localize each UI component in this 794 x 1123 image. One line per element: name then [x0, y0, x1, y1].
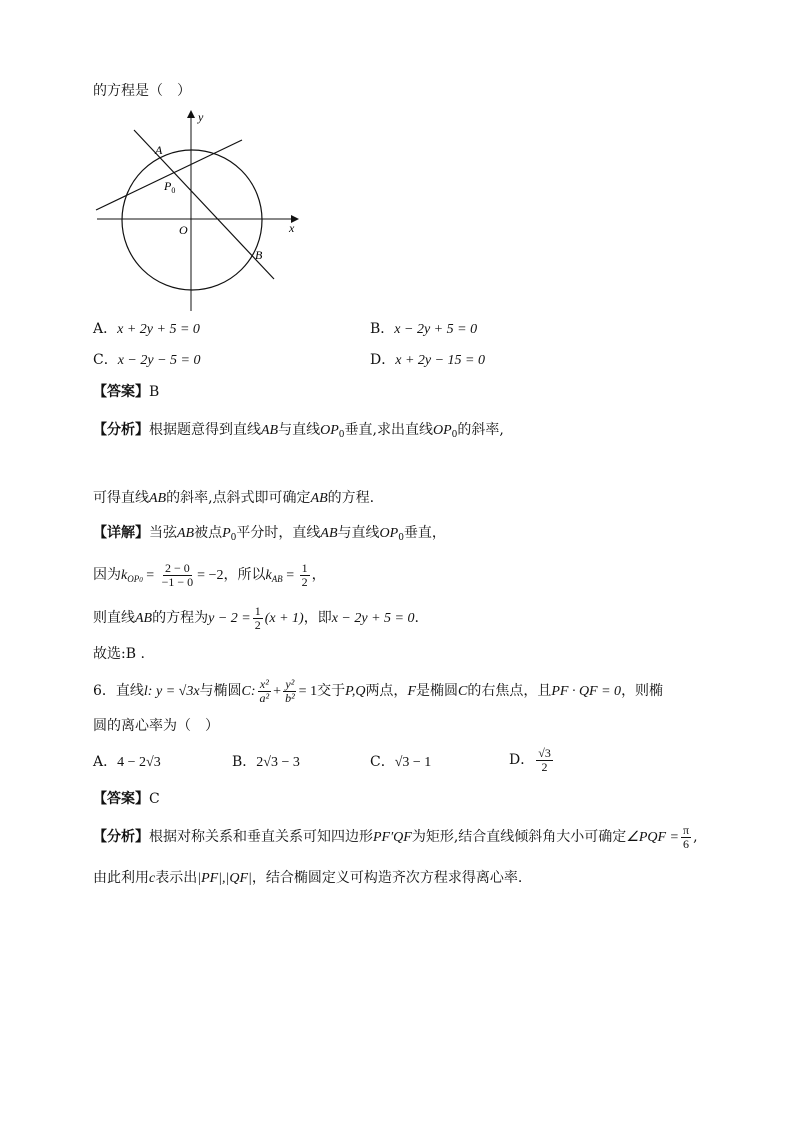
q5-option-d: D．x + 2y − 15 = 0	[370, 352, 486, 368]
q5-analysis-cont: 可得直线AB的斜率,点斜式即可确定AB的方程.	[93, 490, 375, 506]
q5-option-a: A．x + 2y + 5 = 0	[93, 321, 200, 337]
fraction-slope-ab: $\frac{1}{2}$	[301, 560, 308, 589]
fraction-x2-a2: $\frac{\text{x²}}{\text{a²}}$	[259, 676, 270, 705]
label-y: y	[198, 110, 204, 124]
label-o: O	[179, 223, 188, 237]
line-p0	[96, 140, 242, 210]
q5-choose: 故选:B .	[93, 646, 145, 662]
q6-answer: 【答案】C	[93, 791, 160, 807]
label-b: B	[255, 248, 263, 262]
q6-analysis-cont: 由此利用c表示出|PF|,|QF|，结合椭圆定义可构造齐次方程求得离心率.	[93, 870, 523, 886]
fraction-half: $\frac{1}{2}$	[254, 603, 261, 632]
fraction-slope-op: $\frac{2 - 0}{-1 - 0}$	[161, 560, 194, 589]
q5-answer: 【答案】B	[93, 384, 160, 400]
label-p0: $P_0$	[164, 179, 176, 195]
q5-detail: 【详解】当弦AB被点$P_0$平分时，直线AB与直线$OP_0$垂直，	[93, 525, 446, 543]
q5-option-b: B．x − 2y + 5 = 0	[370, 321, 478, 337]
q6-option-d: D． $\frac{√3}{2}$	[509, 745, 551, 774]
q6-option-b: B．2√3 − 3	[232, 754, 300, 770]
fraction-sqrt3-2: $\frac{√3}{2}$	[538, 745, 551, 774]
q5-analysis: 【分析】根据题意得到直线AB与直线$OP_0$垂直,求出直线$OP_0$的斜率,	[93, 422, 504, 440]
q5-figure	[92, 108, 312, 313]
q5-stem-tail: 的方程是（ ）	[93, 83, 191, 99]
q6-option-c: C．√3 − 1	[370, 754, 432, 770]
q6-option-a: A．4 − 2√3	[93, 754, 161, 770]
circle	[122, 150, 262, 290]
fraction-pi-6: $\frac{\pi}{6}$	[683, 822, 690, 851]
q5-slope-line: 因为$k_{OP0}$ = $\frac{2 - 0}{-1 - 0}$ = −2，所以$k_{AB}$ = $\frac{1}{2}$ ，	[93, 560, 326, 589]
q6-stem: 6．直线l: y = √3x与椭圆C: $\frac{\text{x²}}{\text{a²}}$ + $\frac{\text{y²}}{\text{b²}}$ = 1交于P,Q两点，F是椭圆C的右焦点，且PF · QF = 0，则椭	[93, 676, 664, 705]
fraction-y2-b2: $\frac{\text{y²}}{\text{b²}}$	[285, 676, 295, 705]
label-x: x	[289, 221, 295, 235]
q6-analysis: 【分析】根据对称关系和垂直关系可知四边形PF′QF为矩形,结合直线倾斜角大小可确定∠PQF = $\frac{\pi}{6}$ ,	[93, 822, 698, 851]
q6-stem-cont: 圆的离心率为（ ）	[93, 718, 219, 734]
q5-equation-line: 则直线AB的方程为y − 2 = $\frac{1}{2}$ (x + 1)，即x − 2y + 5 = 0.	[93, 603, 419, 632]
q5-option-c: C．x − 2y − 5 = 0	[93, 352, 201, 368]
label-a: A	[155, 143, 163, 157]
